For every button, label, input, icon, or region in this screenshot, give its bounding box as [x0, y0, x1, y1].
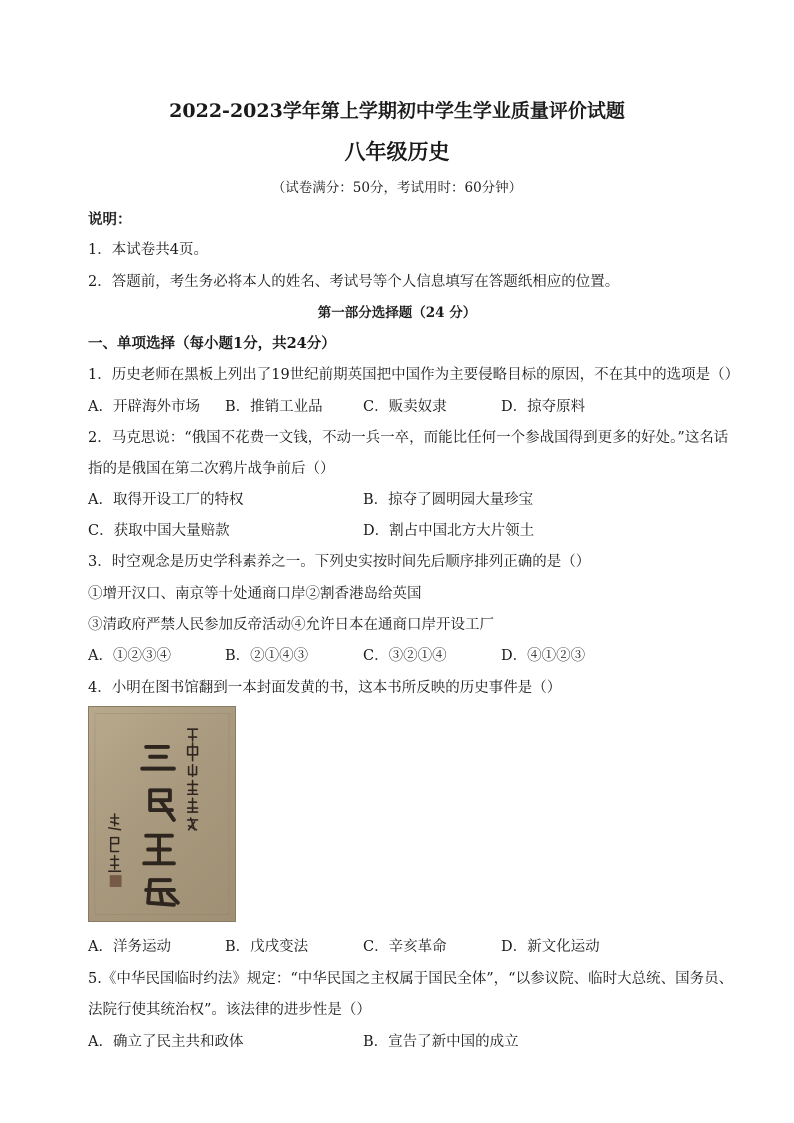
option: B．戊戌变法 [225, 939, 309, 955]
section-heading: 一、单项选择（每小题1分，共24分） [88, 335, 336, 352]
cover-main-title [142, 747, 178, 905]
question-stem: 2．马克思说：“俄国不花费一文钱，不动一兵一卒，而能比任何一个参战国得到更多的好处。”这名话 [88, 430, 729, 446]
exam-subject: 八年级历史 [344, 139, 450, 164]
option: B．宣告了新中国的成立 [363, 1034, 519, 1050]
question-stem: 法院行使其统治权”。该法律的进步性是（） [88, 1002, 371, 1018]
option: C．贩卖奴隶 [363, 399, 447, 415]
option: B．②①④③ [225, 648, 309, 664]
option: A．取得开设工厂的特权 [88, 492, 244, 508]
book-cover-image [88, 706, 236, 922]
option: D．割占中国北方大片领土 [363, 523, 535, 539]
option: D．掠夺原料 [501, 399, 586, 415]
exam-title: 2022-2023学年第上学期初中学生学业质量评价试题 [169, 100, 625, 122]
exam-info: （试卷满分：50分，考试用时：60分钟） [271, 180, 523, 196]
question-stem: 指的是俄国在第二次鸦片战争前后（） [88, 461, 335, 477]
question-stem: 3．时空观念是历史学科素养之一。下列史实按时间先后顺序排列正确的是（） [88, 554, 591, 570]
part-heading: 第一部分选择题（24 分） [317, 305, 477, 321]
option: C．获取中国大量赔款 [88, 523, 230, 539]
cover-seal [110, 875, 122, 887]
option: D．④①②③ [501, 648, 586, 664]
option: A．①②③④ [88, 648, 171, 664]
question-stem: 1．历史老师在黑板上列出了19世纪前期英国把中国作为主要侵略目标的原因，不在其中的选项是（） [88, 367, 740, 383]
notes-heading: 说明： [88, 211, 132, 228]
option: C．辛亥革命 [363, 939, 447, 955]
option: B．推销工业品 [225, 399, 323, 415]
note-item: 1．本试卷共4页。 [88, 242, 208, 258]
option: A．开辟海外市场 [88, 399, 200, 415]
sub-item: ③清政府严禁人民参加反帝活动④允许日本在通商口岸开设工厂 [88, 617, 494, 633]
question-stem: 4．小明在图书馆翻到一本封面发黄的书，这本书所反映的历史事件是（） [88, 680, 562, 696]
note-item: 2．答题前，考生务必将本人的姓名、考试号等个人信息填写在答题纸相应的位置。 [88, 274, 620, 290]
cover-inscription [109, 814, 121, 871]
sub-item: ①增开汉口、南京等十处通商口岸②割香港岛给英国 [88, 586, 422, 602]
option: A．洋务运动 [88, 939, 171, 955]
option: C．③②①④ [363, 648, 447, 664]
option: A．确立了民主共和政体 [88, 1034, 244, 1050]
option: D．新文化运动 [501, 939, 600, 955]
question-stem: 5.《中华民国临时约法》规定：“中华民国之主权属于国民全体”，“以参议院、临时大总统、国务员、 [88, 971, 734, 987]
option: B．掠夺了圆明园大量珍宝 [363, 492, 534, 508]
cover-author [188, 729, 198, 830]
